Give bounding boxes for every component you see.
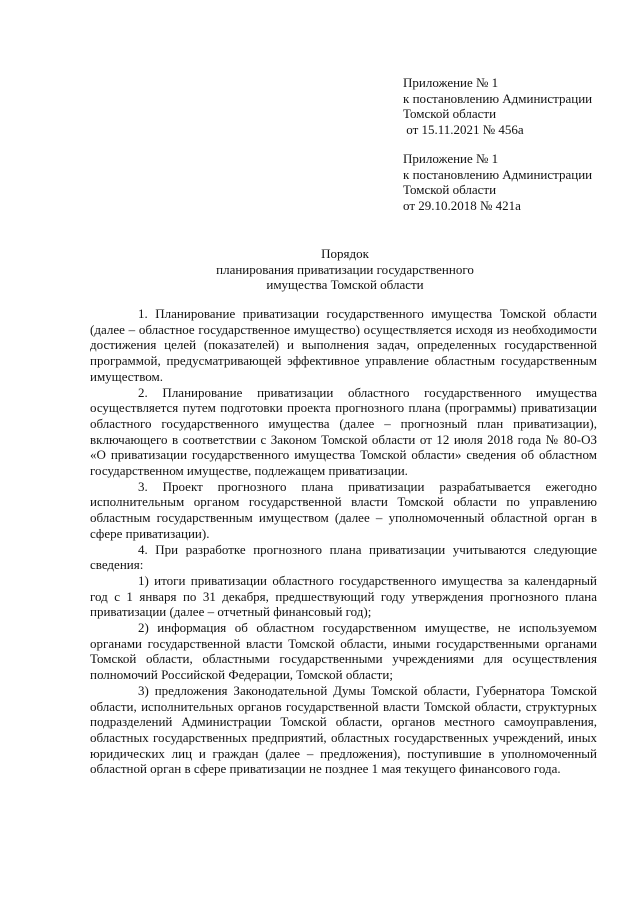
attachment-resolution: к постановлению Администрации [403,90,593,106]
attachment-header-previous [403,151,633,213]
attachment-header-current [403,75,633,137]
attachment-date: от 15.11.2021 № 456а [403,121,524,137]
attachment-region: Томской области [403,106,497,122]
title-line-1: Порядок [321,246,369,261]
paragraph-1: 1. Планирование приватизации государственного имущества Томской области (далее – областное государственное имущество) осуществляется исходя из необходимости достижения целей (показателей) и выполнения задач, определенных государственной программой, предусматривающей эффективное управление областным государственным имуществом. [90,306,597,384]
list-item-2: 2) информация об областном государственном имуществе, не используемом органами государственной власти Томской области, иными государственными органами Томской области, областными государственными учреждениями для осуществления полномочий Российской Федерации, Томской области; [90,620,597,683]
document-body [90,306,597,777]
title-line-2: планирования приватизации государственного [216,261,474,277]
paragraph-3: 3. Проект прогнозного плана приватизации разрабатывается ежегодно исполнительным органом государственной власти Томской области по управлению областным государственным имуществом (далее – уполномоченный областной орган в сфере приватизации). [90,478,597,541]
attachment-date: от 29.10.2018 № 421а [403,197,521,213]
attachment-region: Томской области [403,182,497,198]
attachment-label: Приложение № 1 [403,151,499,166]
list-item-3: 3) предложения Законодательной Думы Томской области, Губернатора Томской области, исполнительных органов государственной власти Томской области, структурных подразделений Администрации Томской области, органов местного самоуправления, областных государственных предприятий, областных государственных учреждений, иных юридических лиц и граждан (далее – предложения), поступившие в уполномоченный областной орган в сфере приватизации не позднее 1 мая текущего финансового года. [90,682,597,777]
attachment-label: Приложение № 1 [403,75,499,90]
paragraph-2: 2. Планирование приватизации областного государственного имущества осуществляется путем подготовки проекта прогнозного плана (программы) приватизации областного государственного имущества (далее – прогнозный план приватизации), включающего в соответствии с Законом Томской области от 12 июля 2018 года № 80-ОЗ «О приватизации государственного имущества Томской области» сведения об областном государственном имуществе, подлежащем приватизации. [90,384,597,479]
paragraph-4: 4. При разработке прогнозного плана приватизации учитываются следующие сведения: [90,541,597,573]
list-item-1: 1) итоги приватизации областного государственного имущества за календарный год с 1 января по 31 декабря, предшествующий году утверждения прогнозного плана приватизации (далее – отчетный финансовый год); [90,572,597,620]
attachment-resolution: к постановлению Администрации [403,166,593,182]
title-line-3: имущества Томской области [266,277,424,293]
document-title [90,246,600,293]
